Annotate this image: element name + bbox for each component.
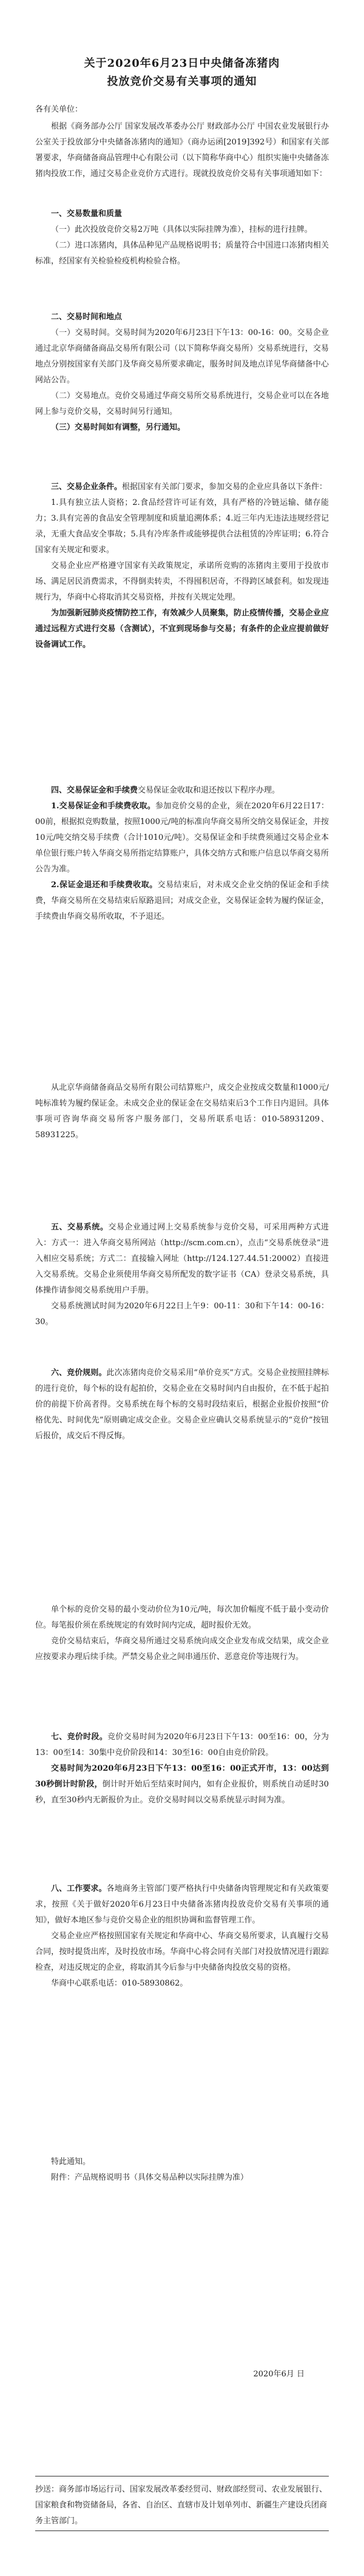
section-8-para-3: 华商中心联系电话：010-58930862。 — [51, 1979, 188, 1988]
section-3-bold-note: 为加强新冠肺炎疫情防控工作，有效减少人员聚集，防止疫情传播，交易企业应通过远程方式进行交易（含测试），不宜到现场参与交易；有条件的企业应提前做好设备调试工作。 — [35, 609, 329, 649]
section-4-item-2: 交易结束后，对未成交企业交纳的保证金和手续费，华商交易所在交易结束后原路退回；对成交企业，交易保证金转为履约保证金，手续费由华商交易所收取，不予退还。 — [35, 881, 329, 921]
section-4-item-1: 参加竞价交易的企业，须在2020年6月22日17：00前，根据拟竞购数量，按照1000元/吨的标准向华商交易所交纳交易保证金，并按10元/吨交纳交易手续费（合计1010元/吨）。交易保证金和手续费须通过交易企业本单位银行账户转入华商交易所指定结算账户，具体交纳方式和账户信息以华商交易所公告为准。 — [35, 802, 329, 874]
closing-text: 特此通知。 — [51, 2157, 91, 2166]
section-6-para-3: 竞价交易结束后，华商交易所通过交易系统向成交企业发布成交结果，成交企业应按要求办理后续手续。严禁交易企业之间串通压价、恶意竞价等违规行为。 — [35, 1637, 329, 1662]
cc-list: 抄送：商务部市场运行司、国家发展改革委经贸司、财政部经贸司、农业发展银行、国家粮食和物资储备局，各省、自治区、直辖市及计划单列市、新疆生产建设兵团商务主管部门。 — [35, 2485, 328, 2526]
closing — [35, 2154, 329, 2186]
section-3-heading: 三、交易企业条件。 — [51, 482, 123, 492]
issue-date — [35, 2367, 329, 2382]
attachment-list: 附件：产品规格说明书（具体交易品种以实际挂牌为准） — [51, 2173, 249, 2182]
section-1-para-1: （一）此次投放竞价交易2万吨（具体以实际挂牌为准），挂标的进行挂牌。 — [51, 225, 312, 234]
section-5-para-1: 交易企业通过网上交易系统参与竞价交易，可采用两种方式进入：方式一：进入华商交易所网站（http://scm.com.cn），点击“交易系统登录”进入相应交易系统；方式二：直接输入网址（http://124.127.44.51:20002）直接进入交易系统。交易企业须使用华商交易所配发的数字证书（CA）登录交易系统，具体操作请参阅交易系统用户手册。 — [35, 1223, 329, 1295]
section-8-heading: 八、工作要求。 — [51, 1884, 107, 1893]
section-7-heading: 七、竞价时段。 — [51, 1733, 108, 1742]
section-7-para-2: 倒计时开始后至结束时间内，如有企业报价，则系统自动延时30秒，直至30秒内无新报价为止。竞价交易时间以交易系统显示时间为准。 — [35, 1780, 329, 1805]
section-3-para-1: 1.具有独立法人资格；2.食品经营许可证有效，具有严格的冷链运输、储存能力；3.具有完善的食品安全管理制度和质量追溯体系；4.近三年内无违法违规经营记录，无重大食品安全事故；5.具有冷库条件或能够提供合法租赁的冷库证明；6.符合国家有关规定和要求。 — [35, 498, 329, 555]
section-7 — [35, 1729, 329, 1808]
section-7-bold-time: 交易时间为2020年6月23日下午13：00至16：00正式开市，13：00达到30秒倒计时阶段， — [35, 1764, 329, 1789]
section-6-continued — [35, 1602, 329, 1665]
section-3-para-2: 交易企业应严格遵守国家有关政策规定，承诺所竞购的冻猪肉主要用于投放市场、满足居民消费需求，不得倒卖转卖，不得囤积居奇，不得跨区域套利。如发现违规行为，华商中心将取消其交易资格，并按有关规定处理。 — [35, 561, 329, 602]
intro-section — [35, 119, 329, 182]
document-title — [35, 55, 329, 91]
date-text: 2020年6月 日 — [253, 2370, 305, 2379]
section-3 — [35, 479, 329, 653]
salutation-text: 各有关单位： — [35, 105, 83, 114]
section-2-para-1: （一）交易时间。交易时间为2020年6月23日下午13：00-16：00。交易企业通过北京华商储备商品交易所有限公司（以下简称华商交易所）交易系统进行，交易地点分别按国家有关部门及华商交易所要求确定，服务时间及地点详见华商储备中心网站公告。 — [35, 328, 329, 385]
section-5-para-2: 交易系统测试时间为2020年6月22日上午9：00-11：30和下午14：00-16：30。 — [35, 1302, 329, 1327]
title-line-2: 投放竞价交易有关事项的通知 — [107, 75, 257, 88]
section-8-para-1: 各地商务主管部门要严格执行中央储备肉管理规定和有关政策要求，按照《关于做好2020年6月23日中央储备冻猪肉投放竞价交易有关事项的通知》，做好本地区参与竞价交易企业的组织协调和监督管理工作。 — [35, 1884, 329, 1925]
section-6 — [35, 1365, 329, 1444]
section-2-para-2: （二）交易地点。竞价交易通过华商交易所交易系统进行，交易企业可以在各地网上参与竞价交易，交易时间另行通知。 — [35, 391, 329, 416]
section-2-heading: 二、交易时间和地点 — [51, 313, 123, 322]
section-2-para-3: （三）交易时间如有调整，另行通知。 — [51, 423, 186, 432]
section-1 — [35, 206, 329, 269]
document-page — [35, 0, 329, 2576]
section-8-para-2: 交易企业应严格按照国家有关规定和华商中心、华商交易所要求，认真履行交易合同，按时提货出库，及时投放市场。华商中心将会同有关部门对投放情况进行跟踪检查，对违反规定的企业，将取消其今后参与中央储备肉投放交易的资格。 — [35, 1932, 329, 1972]
section-8 — [35, 1881, 329, 1992]
salutation — [35, 102, 329, 118]
section-5 — [35, 1220, 329, 1330]
section-4-para-3: 从北京华商储备商品交易所有限公司结算账户，成交企业按成交数量和1000元/吨标准转为履约保证金。未成交企业的保证金在交易结束后3个工作日内退回。具体事项可咨询华商交易所客户服务部门，交易所联系电话：010-58931209、58931225。 — [35, 1083, 329, 1140]
section-6-heading: 六、竞价规则。 — [51, 1368, 107, 1378]
section-4-intro: 交易保证金收取和退还按以下程序办理。 — [138, 786, 280, 795]
section-3-intro: 根据国家有关部门要求，参加交易的企业应具备以下条件： — [122, 482, 328, 492]
section-4-item-1-head: 1.交易保证金和手续费收取。 — [51, 802, 155, 811]
section-2 — [35, 309, 329, 436]
section-1-para-2: （二）进口冻猪肉，具体品种见产品规格说明书；质量符合中国进口冻猪肉相关标准，经国家有关检验检疫机构检验合格。 — [35, 241, 329, 266]
title-line-1: 关于2020年6月23日中央储备冻猪肉 — [84, 57, 280, 70]
section-4-continued — [35, 1080, 329, 1143]
section-4 — [35, 783, 329, 925]
section-7-para-1: 竞价交易时间为2020年6月23日下午13：00至16：00，分为13：00至14：30集中竞价阶段和14：30至16：00自由竞价阶段。 — [35, 1733, 329, 1757]
section-5-heading: 五、交易系统。 — [51, 1223, 109, 1232]
section-4-item-2-head: 2.保证金退还和手续费收取。 — [51, 881, 158, 890]
section-4-heading: 四、交易保证金和手续费 — [51, 786, 138, 795]
section-6-para-1: 此次冻猪肉竞价交易采用“单价竞买”方式。交易企业按照挂牌标的进行竞价，每个标的设有起拍价，交易企业在交易时间内自由报价，在不低于起拍价的前提下价高者得。交易系统在每个标的交易时段结束后，根据企业报价按照“价格优先、时间优先”原则确定成交企业。交易企业应确认交易系统显示的“竞价”按钮后报价，成交后不得反悔。 — [35, 1368, 329, 1441]
section-1-heading: 一、交易数量和质量 — [51, 209, 123, 218]
section-6-para-2: 单个标的竞价交易的最小变动价位为10元/吨，每次加价幅度不低于最小变动价位。每笔报价须在系统规定的有效时间内完成，超时报价无效。 — [35, 1605, 329, 1630]
intro-paragraph: 根据《商务部办公厅 国家发展改革委办公厅 财政部办公厅 中国农业发展银行办公室关于投放部分中央储备冻猪肉的通知》（商办运函[2019]392号）和国家有关部署要求，华商储备商品管理中心有限公司（以下简称华商中心）组织实施中央储备冻猪肉投放工作，通过交易企业竞价方式进行。现就投放竞价交易有关事项通知如下： — [35, 122, 329, 178]
footer-rule-bottom — [35, 2530, 329, 2531]
